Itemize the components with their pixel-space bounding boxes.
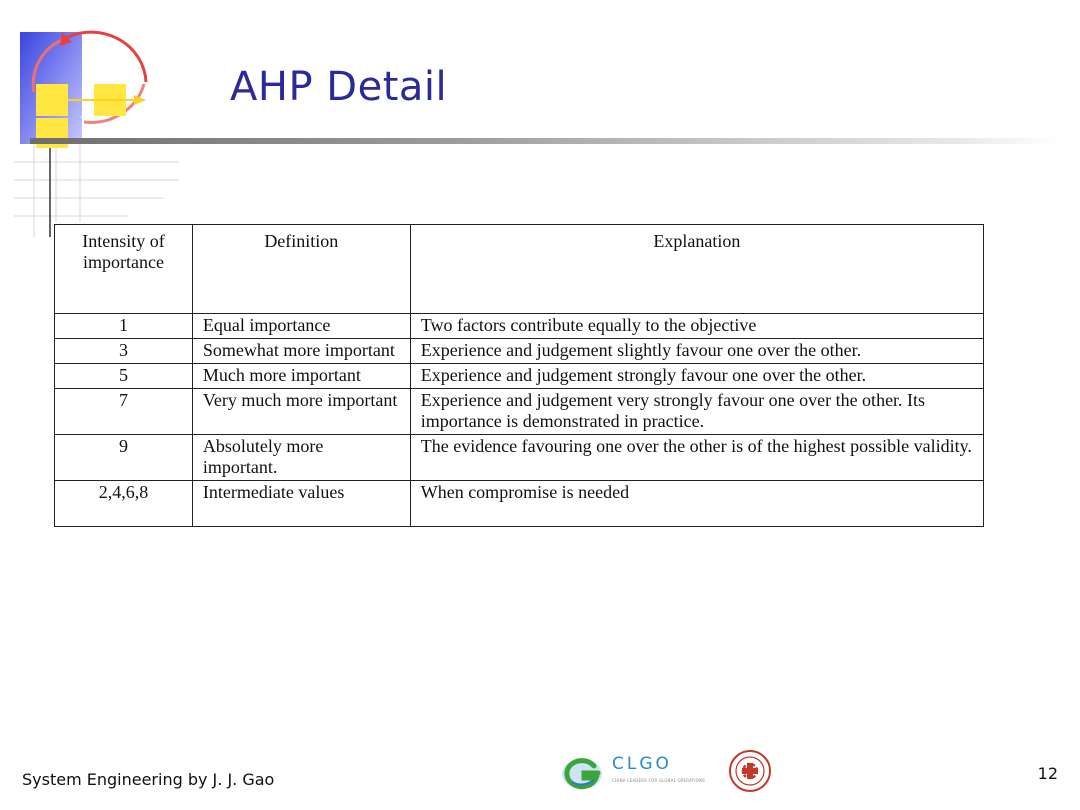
header-definition: Definition [192, 225, 410, 314]
cell-intensity: 3 [55, 339, 193, 364]
header-intensity: Intensity of importance [55, 225, 193, 314]
clgo-tagline: CHINA LEADERS FOR GLOBAL OPERATIONS [612, 778, 705, 783]
cell-explanation: When compromise is needed [410, 481, 983, 527]
cell-intensity: 2,4,6,8 [55, 481, 193, 527]
cell-intensity: 9 [55, 435, 193, 481]
table-row [55, 435, 984, 481]
cell-intensity: 5 [55, 364, 193, 389]
cell-definition: Absolutely more important. [192, 435, 410, 481]
table-row [55, 364, 984, 389]
cell-definition: Very much more important [192, 389, 410, 435]
header-explanation: Explanation [410, 225, 983, 314]
logo-minus: - [80, 106, 87, 127]
cell-explanation: Experience and judgement very strongly favour one over the other. Its importance is demonstrated in practice. [410, 389, 983, 435]
table-header-row [55, 225, 984, 314]
template-logo-icon [14, 22, 184, 237]
table-row [55, 481, 984, 527]
footer-author: System Engineering by J. J. Gao [22, 770, 275, 789]
clgo-logo [560, 752, 710, 796]
cell-explanation: Experience and judgement slightly favour one over the other. [410, 339, 983, 364]
cell-explanation: The evidence favouring one over the other is of the highest possible validity. [410, 435, 983, 481]
page-number: 12 [1037, 764, 1058, 783]
title-divider [30, 138, 1060, 144]
clgo-logo-icon [560, 752, 606, 792]
cell-explanation: Experience and judgement strongly favour one over the other. [410, 364, 983, 389]
table-row [55, 339, 984, 364]
cell-definition: Much more important [192, 364, 410, 389]
slide-title: AHP Detail [230, 64, 448, 110]
cell-intensity: 7 [55, 389, 193, 435]
ahp-table-container [54, 224, 984, 527]
cell-intensity: 1 [55, 314, 193, 339]
cell-definition: Intermediate values [192, 481, 410, 527]
clgo-wordmark: CLGO [612, 754, 672, 774]
cell-definition: Somewhat more important [192, 339, 410, 364]
ahp-scale-table [54, 224, 984, 527]
logo-plus: + [80, 30, 96, 51]
university-seal-icon [728, 749, 772, 793]
table-row [55, 314, 984, 339]
cell-explanation: Two factors contribute equally to the objective [410, 314, 983, 339]
cell-definition: Equal importance [192, 314, 410, 339]
table-row [55, 389, 984, 435]
